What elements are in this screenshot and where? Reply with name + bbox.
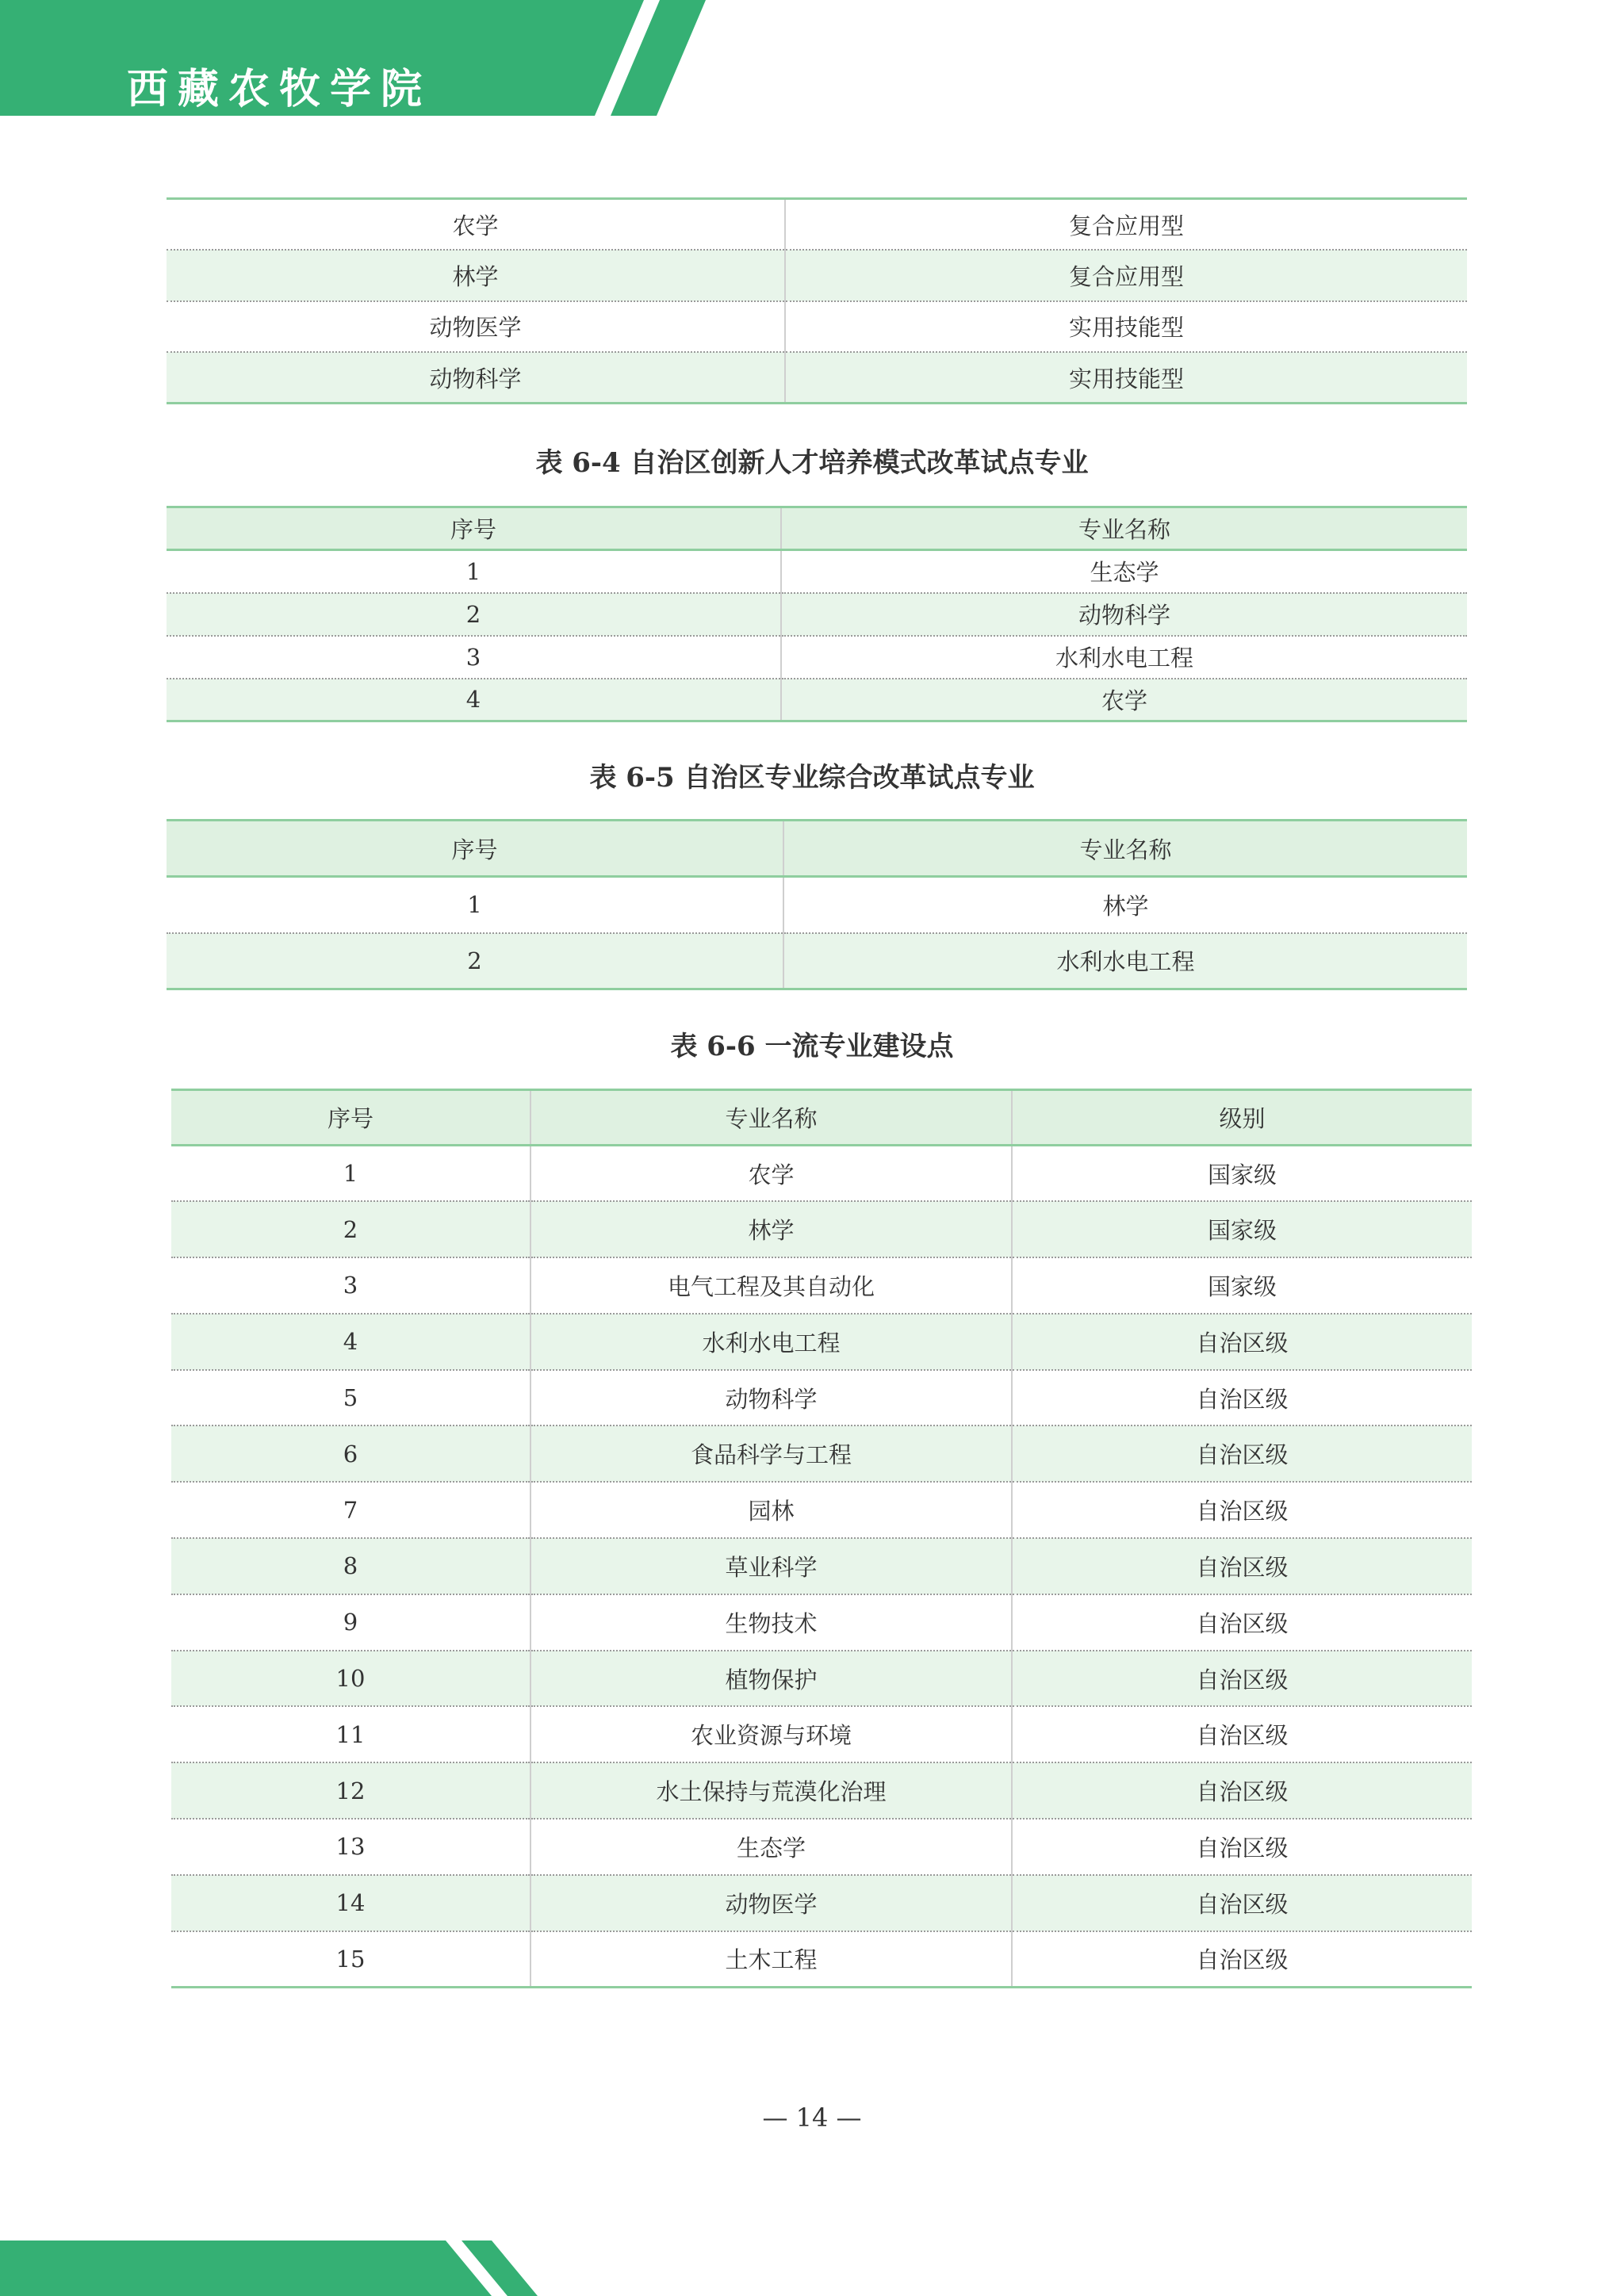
table-row [171,1594,1472,1651]
table-cell: 实用技能型 [785,301,1467,353]
table-cell: 2 [171,1201,530,1257]
table-cell: 6 [171,1425,530,1482]
table-6-5-caption: 表 6-5 自治区专业综合改革试点专业 [589,762,1035,794]
table-header-row [167,821,1467,877]
table-row [167,199,1467,251]
table-row [171,1146,1472,1202]
table-cell: 1 [171,1146,530,1202]
table-row [167,933,1467,989]
table-cell: 自治区级 [1012,1762,1472,1819]
institution-title: 西藏农牧学院 [127,65,432,113]
table-cell: 林学 [783,877,1467,933]
table-6-6 [171,1089,1472,1988]
table-row [171,1370,1472,1426]
table-cell: 动物科学 [530,1370,1012,1426]
table-row [171,1314,1472,1370]
table-cell: 7 [171,1482,530,1538]
table-row [171,1819,1472,1875]
table-cell: 自治区级 [1012,1931,1472,1988]
table-cell: 农学 [167,199,785,251]
table-cell: 自治区级 [1012,1538,1472,1594]
table-cell: 4 [171,1314,530,1370]
table-6-6-caption: 表 6-6 一流专业建设点 [670,1031,954,1062]
table-cell: 1 [167,877,783,933]
table-cell: 2 [167,593,781,636]
table-cell: 自治区级 [1012,1425,1472,1482]
table-cell: 食品科学与工程 [530,1425,1012,1482]
table-cell: 12 [171,1762,530,1819]
table-cell: 动物医学 [167,301,785,353]
column-header: 专业名称 [781,507,1467,550]
table-cell: 5 [171,1370,530,1426]
table-header-row [167,507,1467,550]
table-row [167,636,1467,679]
table-row [171,1425,1472,1482]
table-6-4-caption: 表 6-4 自治区创新人才培养模式改革试点专业 [535,447,1089,479]
table-cell: 10 [171,1651,530,1707]
table-cell: 水利水电工程 [530,1314,1012,1370]
table-cell: 自治区级 [1012,1482,1472,1538]
table-cell: 水利水电工程 [783,933,1467,989]
table-cell: 3 [167,636,781,679]
table-cell: 2 [167,933,783,989]
table-cell: 复合应用型 [785,250,1467,301]
table-cell: 15 [171,1931,530,1988]
table-cell: 国家级 [1012,1146,1472,1202]
table-row [171,1538,1472,1594]
table-cell: 农业资源与环境 [530,1706,1012,1762]
table-header-row [171,1090,1472,1146]
table-cell: 林学 [167,250,785,301]
table-cell: 生态学 [781,550,1467,593]
column-header: 序号 [171,1090,530,1146]
column-header: 专业名称 [783,821,1467,877]
table-cell: 国家级 [1012,1257,1472,1314]
table-cell: 11 [171,1706,530,1762]
table-cell: 园林 [530,1482,1012,1538]
footer-band [0,2241,555,2296]
table-cell: 水土保持与荒漠化治理 [530,1762,1012,1819]
table-row [167,593,1467,636]
table-cell: 土木工程 [530,1931,1012,1988]
column-header: 专业名称 [530,1090,1012,1146]
table-cell: 草业科学 [530,1538,1012,1594]
table-cell: 9 [171,1594,530,1651]
table-row [167,250,1467,301]
table-row [171,1762,1472,1819]
table-cell: 自治区级 [1012,1370,1472,1426]
table-cell: 1 [167,550,781,593]
table-cell: 动物科学 [781,593,1467,636]
table-cell: 自治区级 [1012,1651,1472,1707]
table-row [171,1482,1472,1538]
table-cell: 动物科学 [167,352,785,404]
table-cell: 生态学 [530,1819,1012,1875]
table-row [167,877,1467,933]
table-cell: 农学 [530,1146,1012,1202]
table-row [171,1875,1472,1931]
column-header: 级别 [1012,1090,1472,1146]
table-cell: 水利水电工程 [781,636,1467,679]
table-cell: 农学 [781,679,1467,721]
table-cell: 自治区级 [1012,1594,1472,1651]
table-cell: 电气工程及其自动化 [530,1257,1012,1314]
column-header: 序号 [167,821,783,877]
page-number: — 14 — [762,2103,862,2133]
table-row [171,1257,1472,1314]
table-cell: 自治区级 [1012,1875,1472,1931]
table-row [171,1931,1472,1988]
table-cell: 实用技能型 [785,352,1467,404]
table-major-types [167,197,1467,404]
table-cell: 生物技术 [530,1594,1012,1651]
table-cell: 14 [171,1875,530,1931]
table-row [171,1706,1472,1762]
table-row [171,1201,1472,1257]
table-cell: 4 [167,679,781,721]
table-row [171,1651,1472,1707]
table-row [167,550,1467,593]
table-cell: 自治区级 [1012,1314,1472,1370]
table-row [167,301,1467,353]
table-cell: 8 [171,1538,530,1594]
table-cell: 复合应用型 [785,199,1467,251]
column-header: 序号 [167,507,781,550]
table-6-4 [167,506,1467,722]
table-cell: 动物医学 [530,1875,1012,1931]
table-row [167,679,1467,721]
table-row [167,352,1467,404]
table-cell: 自治区级 [1012,1819,1472,1875]
table-cell: 林学 [530,1201,1012,1257]
table-cell: 植物保护 [530,1651,1012,1707]
table-cell: 国家级 [1012,1201,1472,1257]
table-cell: 13 [171,1819,530,1875]
table-cell: 自治区级 [1012,1706,1472,1762]
table-6-5 [167,819,1467,990]
table-cell: 3 [171,1257,530,1314]
